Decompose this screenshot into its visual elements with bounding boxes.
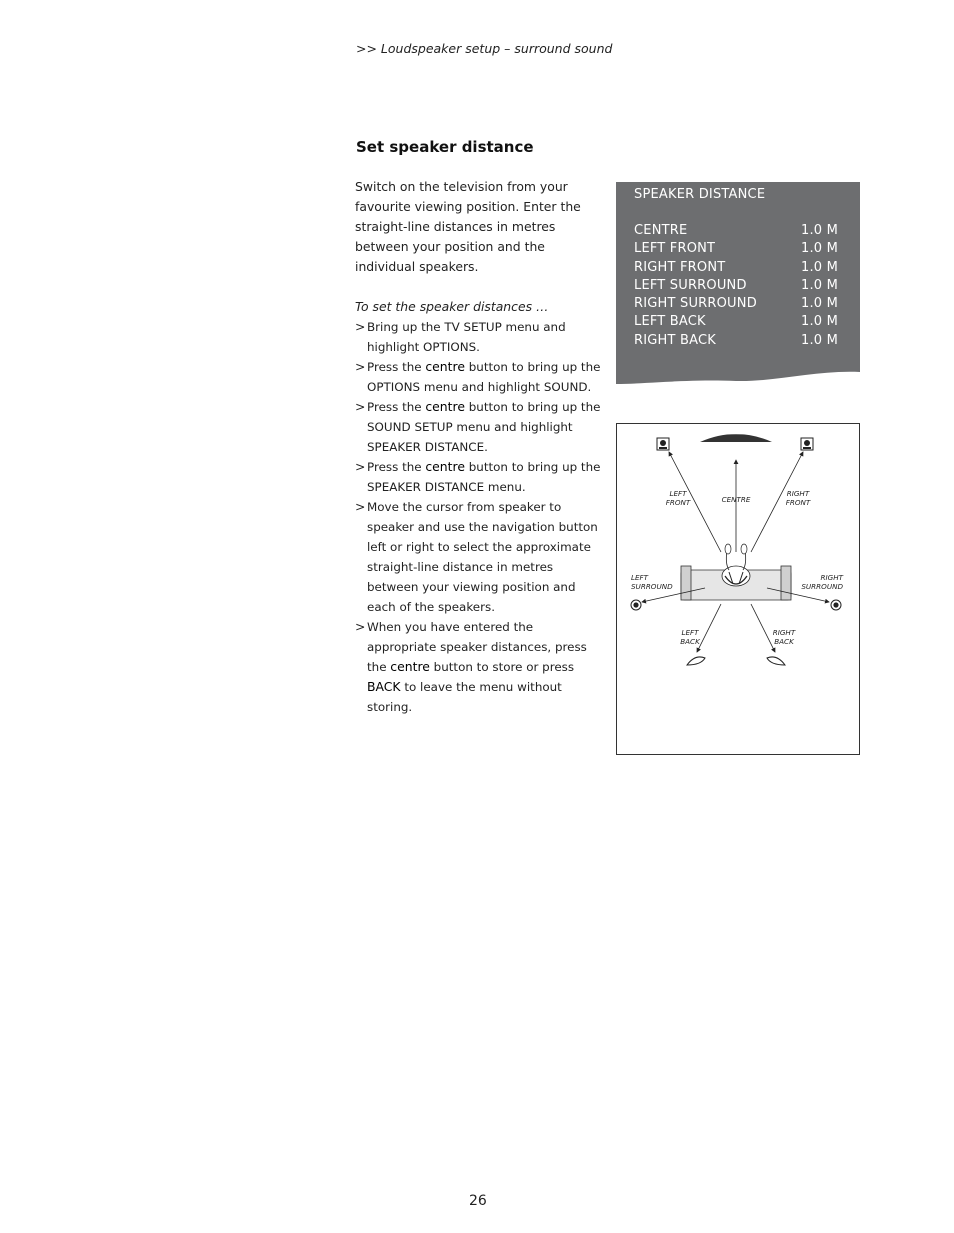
menu-row-label: RIGHT SURROUND bbox=[634, 296, 757, 312]
left-front-speaker-icon bbox=[657, 438, 669, 450]
step-text: button to bring up the OPTIONS menu and highlight SOUND. bbox=[367, 360, 601, 394]
instructions-column bbox=[355, 177, 605, 717]
breadcrumb: >> Loudspeaker setup – surround sound bbox=[356, 41, 613, 56]
button-keyword: centre bbox=[390, 659, 430, 674]
right-surround-speaker-icon bbox=[831, 600, 841, 610]
step-text: Press the bbox=[367, 360, 426, 374]
step-item bbox=[355, 617, 605, 717]
menu-row[interactable] bbox=[634, 313, 838, 331]
label-left-front: LEFT FRONT bbox=[665, 489, 691, 507]
menu-row-label: LEFT BACK bbox=[634, 314, 706, 330]
steps-subheading: To set the speaker distances … bbox=[355, 299, 549, 314]
intro-paragraph: Switch on the television from your favourite viewing position. Enter the straight-line distances in metres between your position and the individual speakers. bbox=[355, 179, 581, 274]
bullet-marker: > bbox=[355, 359, 366, 374]
right-front-speaker-icon bbox=[801, 438, 813, 450]
step-item bbox=[355, 317, 605, 357]
label-right-front: RIGHT FRONT bbox=[785, 489, 811, 507]
steps-list bbox=[355, 317, 605, 717]
menu-row-value: 1.0 M bbox=[800, 332, 838, 348]
button-keyword: centre bbox=[425, 459, 465, 474]
step-item bbox=[355, 497, 605, 617]
menu-row-value: 1.0 M bbox=[800, 223, 838, 238]
step-item bbox=[355, 357, 605, 397]
left-back-speaker-icon bbox=[687, 657, 705, 665]
menu-row-value: 1.0 M bbox=[800, 259, 838, 275]
step-text: Bring up the TV SETUP menu and highlight OPTIONS. bbox=[367, 320, 566, 354]
menu-row-label: LEFT SURROUND bbox=[634, 277, 747, 293]
step-text: When you have entered the appropriate speaker distances, press the bbox=[367, 620, 587, 674]
menu-row-label: RIGHT BACK bbox=[634, 332, 716, 348]
step-text: to leave the menu without storing. bbox=[367, 680, 562, 714]
menu-row-value: 1.0 M bbox=[800, 277, 838, 293]
step-text: button to store or press bbox=[429, 660, 575, 674]
listener-sofa-icon bbox=[681, 544, 791, 600]
menu-row-label: LEFT FRONT bbox=[634, 241, 716, 257]
button-keyword: centre bbox=[425, 399, 465, 414]
menu-rows bbox=[634, 222, 838, 350]
page-title: Set speaker distance bbox=[356, 138, 534, 156]
speaker-distance-menu bbox=[616, 182, 860, 386]
bullet-marker: > bbox=[355, 499, 366, 514]
menu-row-label: RIGHT FRONT bbox=[634, 259, 726, 275]
bullet-marker: > bbox=[355, 459, 366, 474]
label-left-back: LEFT BACK bbox=[680, 628, 700, 646]
menu-row-value: 1.0 M bbox=[800, 296, 838, 312]
tv-icon bbox=[700, 432, 772, 442]
menu-row-value: 1.0 M bbox=[800, 241, 838, 257]
menu-row[interactable] bbox=[634, 277, 838, 295]
bullet-marker: > bbox=[355, 319, 366, 334]
step-text: Press the bbox=[367, 400, 426, 414]
step-text: button to bring up the SPEAKER DISTANCE menu. bbox=[367, 460, 601, 494]
right-back-speaker-icon bbox=[767, 657, 785, 665]
menu-row[interactable] bbox=[634, 222, 838, 240]
label-right-surround: RIGHT SURROUND bbox=[801, 573, 843, 591]
label-left-surround: LEFT SURROUND bbox=[631, 573, 673, 591]
step-text: Move the cursor from speaker to speaker and use the navigation button left or right to select the approximate straight-line distance in metres between your viewing position and each of the speakers. bbox=[367, 500, 598, 614]
step-text: Press the bbox=[367, 460, 426, 474]
direction-arrows bbox=[642, 452, 829, 652]
menu-row-value: 1.0 M bbox=[800, 314, 838, 330]
button-keyword: centre bbox=[425, 359, 465, 374]
page-number: 26 bbox=[469, 1193, 487, 1209]
speaker-placement-diagram bbox=[616, 423, 860, 755]
step-item bbox=[355, 397, 605, 457]
menu-row[interactable] bbox=[634, 259, 838, 277]
step-text: button to bring up the SOUND SETUP menu and highlight SPEAKER DISTANCE. bbox=[367, 400, 601, 454]
menu-row[interactable] bbox=[634, 332, 838, 350]
label-right-back: RIGHT BACK bbox=[772, 628, 796, 646]
button-keyword: BACK bbox=[367, 679, 401, 694]
left-surround-speaker-icon bbox=[631, 600, 641, 610]
menu-row[interactable] bbox=[634, 295, 838, 313]
step-item bbox=[355, 457, 605, 497]
menu-title: SPEAKER DISTANCE bbox=[634, 187, 766, 202]
label-centre: CENTRE bbox=[721, 495, 751, 504]
menu-row-label: CENTRE bbox=[634, 223, 688, 238]
bullet-marker: > bbox=[355, 399, 366, 414]
menu-row[interactable] bbox=[634, 240, 838, 258]
bullet-marker: > bbox=[355, 619, 366, 634]
